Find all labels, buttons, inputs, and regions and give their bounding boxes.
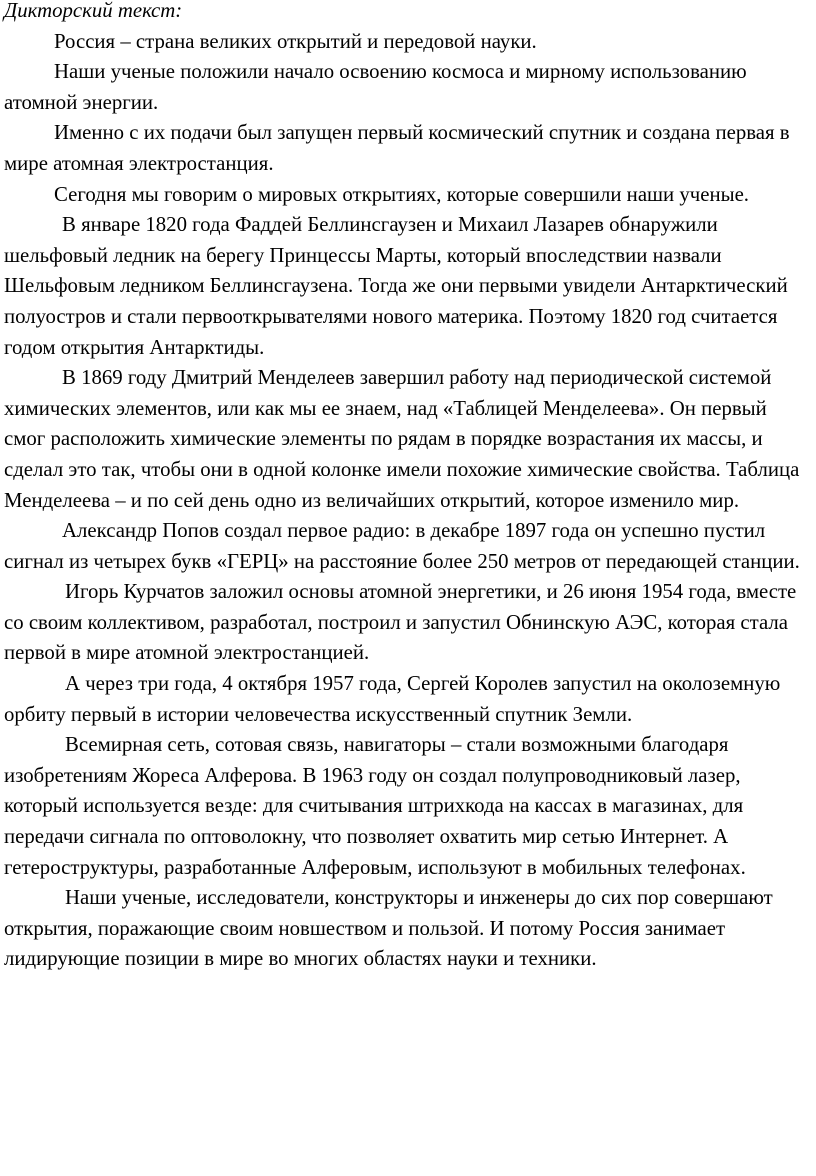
paragraph-popov: Александр Попов создал первое радио: в декабре 1897 года он успешно пустил сигнал из четырех букв «ГЕРЦ» на расстояние более 250 метров от передающей станции. <box>4 519 800 573</box>
document-heading: Дикторский текст: <box>4 0 183 22</box>
paragraph-antarctica: В январе 1820 года Фаддей Беллинсгаузен и Михаил Лазарев обнаружили шельфовый ледник на берегу Принцессы Марты, который впоследствии назвали Шельфовым ледником Беллинсгаузена. Тогда же они первыми увидели Антарктический полуостров и стали первооткрывателями нового материка. Поэтому 1820 год считается годом открытия Антарктиды. <box>4 213 788 359</box>
paragraph-alferov: Всемирная сеть, сотовая связь, навигаторы – стали возможными благодаря изобретениям Жореса Алферова. В 1963 году он создал полупроводниковый лазер, который используется везде: для считывания штрихкода на кассах в магазинах, для передачи сигнала по оптоволокну, что позволяет охватить мир сетью Интернет. А гетероструктуры, разработанные Алферовым, используют в мобильных телефонах. <box>4 733 746 879</box>
paragraph-mendeleev: В 1869 году Дмитрий Менделеев завершил работу над периодической системой химических элементов, или как мы ее знаем, над «Таблицей Менделеева». Он первый смог расположить химические элементы по рядам в порядке возрастания их массы, и сделал это так, чтобы они в одной колонке имели похожие химические свойства. Таблица Менделеева – и по сей день одно из величайших открытий, которое изменило мир. <box>4 366 800 512</box>
paragraph-kurchatov: Игорь Курчатов заложил основы атомной энергетики, и 26 июня 1954 года, вместе со своим коллективом, разработал, построил и запустил Обнинскую АЭС, которая стала первой в мире атомной электростанцией. <box>4 580 797 665</box>
paragraph-today: Сегодня мы говорим о мировых открытиях, которые совершили наши ученые. <box>54 182 750 206</box>
paragraph-space-atom: Наши ученые положили начало освоению космоса и мирному использованию атомной энергии. <box>4 60 747 114</box>
paragraph-korolev: А через три года, 4 октября 1957 года, Сергей Королев запустил на околоземную орбиту первый в истории человечества искусственный спутник Земли. <box>4 672 781 726</box>
paragraph-satellite-plant: Именно с их подачи был запущен первый космический спутник и создана первая в мире атомная электростанция. <box>4 121 790 175</box>
paragraph-conclusion: Наши ученые, исследователи, конструкторы и инженеры до сих пор совершают открытия, поражающие своим новшеством и пользой. И потому Россия занимает лидирующие позиции в мире во многих областях науки и техники. <box>4 886 773 971</box>
paragraph-intro: Россия – страна великих открытий и передовой науки. <box>54 29 537 53</box>
